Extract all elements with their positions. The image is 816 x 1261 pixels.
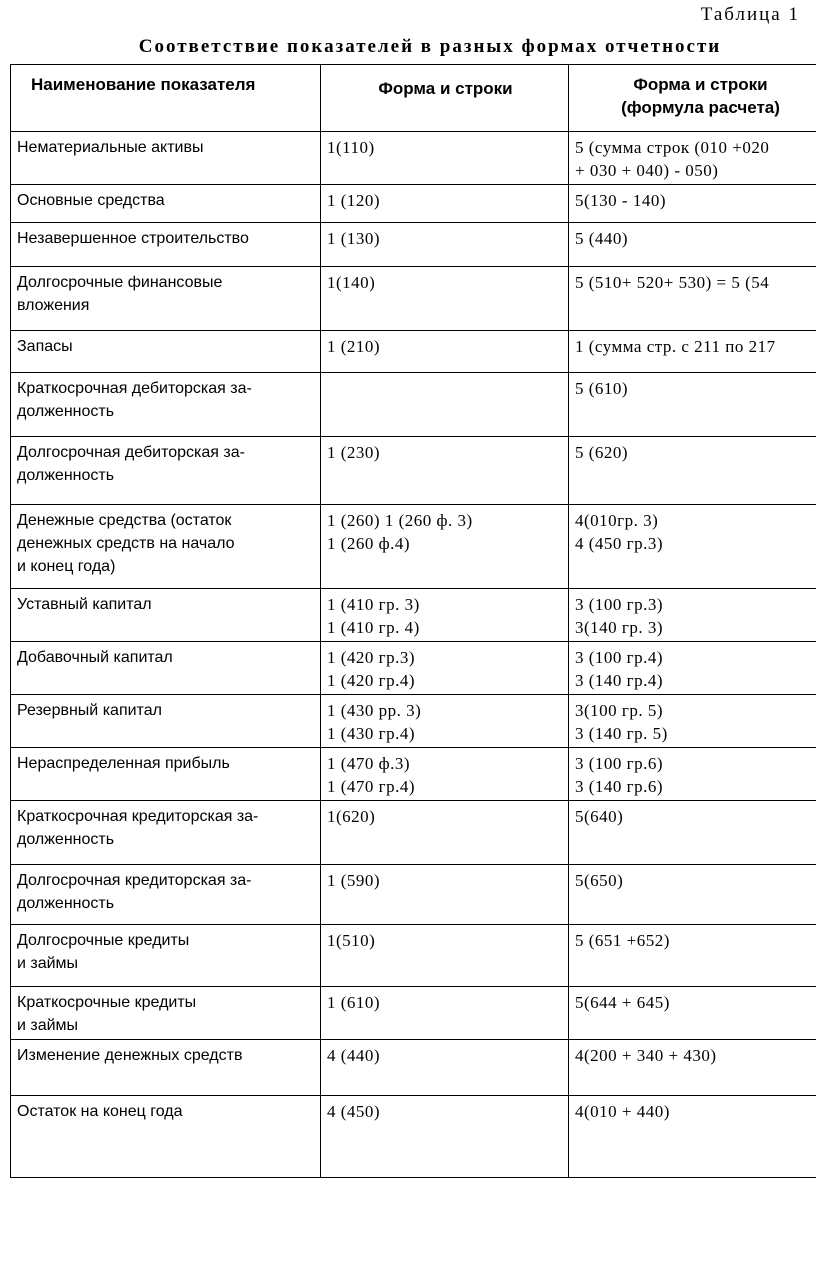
formula-cell <box>569 267 816 331</box>
indicator-name-cell <box>11 505 321 589</box>
cell-line: 1(110) <box>327 138 375 157</box>
table-row <box>11 331 816 373</box>
table-row <box>11 925 816 987</box>
form-lines-cell <box>321 331 569 373</box>
cell-line: Долгосрочная кредиторская за- <box>17 872 252 889</box>
cell-line: 1 (260 ф.4) <box>327 534 411 553</box>
cell-line: Краткосрочная кредиторская за- <box>17 808 259 825</box>
cell-line: Незавершенное строительство <box>17 230 249 247</box>
indicator-name-cell <box>11 132 321 185</box>
table-row <box>11 801 816 865</box>
header-form-formula-line2: (формула расчета) <box>621 98 780 117</box>
cell-line: Долгосрочная дебиторская за- <box>17 444 245 461</box>
cell-line: 5 (620) <box>575 443 629 462</box>
indicator-name-cell <box>11 331 321 373</box>
table-row <box>11 642 816 695</box>
table-row <box>11 373 816 437</box>
header-form-formula-line1: Форма и строки <box>633 75 768 94</box>
table-row <box>11 437 816 505</box>
formula-cell <box>569 987 816 1040</box>
cell-line: долженность <box>17 895 115 912</box>
formula-cell <box>569 223 816 267</box>
cell-line: и займы <box>17 1017 79 1034</box>
formula-cell <box>569 505 816 589</box>
form-lines-cell <box>321 373 569 437</box>
header-indicator-name: Наименование показателя <box>11 65 321 132</box>
indicator-name-cell <box>11 373 321 437</box>
cell-line: долженность <box>17 831 115 848</box>
indicator-name-cell <box>11 1096 321 1178</box>
cell-line: Краткосрочные кредиты <box>17 994 197 1011</box>
indicator-name-cell <box>11 748 321 801</box>
cell-line: 1 (420 гр.4) <box>327 671 416 690</box>
indicator-name-cell <box>11 695 321 748</box>
indicator-name-cell <box>11 589 321 642</box>
cell-line: Остаток на конец года <box>17 1103 183 1120</box>
formula-cell <box>569 865 816 925</box>
cell-line: 1 (590) <box>327 871 381 890</box>
cell-line: 4(010 + 440) <box>575 1102 670 1121</box>
cell-line: Нераспределенная прибыль <box>17 755 230 772</box>
cell-line: 3 (100 гр.6) <box>575 754 664 773</box>
form-lines-cell <box>321 865 569 925</box>
cell-line: Краткосрочная дебиторская за- <box>17 380 252 397</box>
formula-cell <box>569 373 816 437</box>
cell-line: 3 (100 гр.4) <box>575 648 664 667</box>
cell-line: 1(510) <box>327 931 376 950</box>
formula-cell <box>569 132 816 185</box>
cell-line: 1 (410 гр. 3) <box>327 595 420 614</box>
indicator-name-cell <box>11 437 321 505</box>
cell-line: 1 (сумма стр. с 211 по 217 <box>575 337 776 356</box>
table-row <box>11 1040 816 1096</box>
indicator-name-cell <box>11 642 321 695</box>
cell-line: 4 (450 гр.3) <box>575 534 664 553</box>
form-lines-cell <box>321 132 569 185</box>
cell-line: 3 (140 гр. 5) <box>575 724 668 743</box>
form-lines-cell <box>321 695 569 748</box>
cell-line: 5(650) <box>575 871 624 890</box>
cell-line: 1(620) <box>327 807 376 826</box>
cell-line: 1 (260) 1 (260 ф. 3) <box>327 511 473 530</box>
form-lines-cell <box>321 987 569 1040</box>
cell-line: 5 (510+ 520+ 530) = 5 (54 <box>575 273 770 292</box>
cell-line: 3 (100 гр.3) <box>575 595 664 614</box>
formula-cell <box>569 589 816 642</box>
formula-cell <box>569 437 816 505</box>
cell-line: 1 (470 гр.4) <box>327 777 416 796</box>
cell-line: Добавочный капитал <box>17 649 173 666</box>
table-row <box>11 185 816 223</box>
formula-cell <box>569 748 816 801</box>
form-lines-cell <box>321 267 569 331</box>
indicator-name-cell <box>11 865 321 925</box>
formula-cell <box>569 1096 816 1178</box>
formula-cell <box>569 642 816 695</box>
form-lines-cell <box>321 589 569 642</box>
cell-line: 1 (210) <box>327 337 381 356</box>
form-lines-cell <box>321 642 569 695</box>
cell-line: 5 (651 +652) <box>575 931 670 950</box>
cell-line: вложения <box>17 297 90 314</box>
table-row <box>11 1096 816 1178</box>
cell-line: 1 (120) <box>327 191 381 210</box>
cell-line: 1 (230) <box>327 443 381 462</box>
indicator-name-cell <box>11 185 321 223</box>
form-lines-cell <box>321 437 569 505</box>
cell-line: 3 (140 гр.6) <box>575 777 664 796</box>
formula-cell <box>569 801 816 865</box>
cell-line: долженность <box>17 403 115 420</box>
header-form-lines: Форма и строки <box>321 65 569 132</box>
table-row <box>11 748 816 801</box>
cell-line: 3(100 гр. 5) <box>575 701 664 720</box>
indicator-name-cell <box>11 223 321 267</box>
table-title: Соответствие показателей в разных формах отчетности <box>138 36 722 57</box>
cell-line: Нематериальные активы <box>17 139 204 156</box>
cell-line: 4(200 + 340 + 430) <box>575 1046 717 1065</box>
indicator-name-cell <box>11 267 321 331</box>
cell-line: 5 (сумма строк (010 +020 <box>575 138 770 157</box>
form-lines-cell <box>321 801 569 865</box>
indicator-name-cell <box>11 801 321 865</box>
cell-line: 4 (440) <box>327 1046 381 1065</box>
header-form-formula <box>569 65 816 132</box>
cell-line: денежных средств на начало <box>17 535 235 552</box>
formula-cell <box>569 331 816 373</box>
cell-line: 4(010гр. 3) <box>575 511 659 530</box>
form-lines-cell <box>321 925 569 987</box>
cell-line: 1 (430 рр. 3) <box>327 701 422 720</box>
table-row <box>11 865 816 925</box>
form-lines-cell <box>321 223 569 267</box>
cell-line: 1(140) <box>327 273 376 292</box>
formula-cell <box>569 1040 816 1096</box>
cell-line: 4 (450) <box>327 1102 381 1121</box>
indicator-name-cell <box>11 987 321 1040</box>
cell-line: Уставный капитал <box>17 596 152 613</box>
cell-line: Изменение денежных средств <box>17 1047 243 1064</box>
cell-line: Денежные средства (остаток <box>17 512 232 529</box>
table-row <box>11 267 816 331</box>
indicator-name-cell <box>11 1040 321 1096</box>
cell-line: 1 (130) <box>327 229 381 248</box>
cell-line: Долгосрочные кредиты <box>17 932 190 949</box>
form-lines-cell <box>321 1096 569 1178</box>
table-number-label: Таблица 1 <box>700 4 800 25</box>
cell-line: 5(130 - 140) <box>575 191 666 210</box>
cell-line: Запасы <box>17 338 73 355</box>
cell-line: и займы <box>17 955 79 972</box>
cell-line: 1 (410 гр. 4) <box>327 618 420 637</box>
cell-line: 5 (440) <box>575 229 629 248</box>
header-row <box>11 65 816 132</box>
cell-line: + 030 + 040) - 050) <box>575 161 719 180</box>
cell-line: Основные средства <box>17 192 165 209</box>
table-row <box>11 589 816 642</box>
table-row <box>11 223 816 267</box>
cell-line: Резервный капитал <box>17 702 162 719</box>
cell-line: 5 (610) <box>575 379 629 398</box>
cell-line: 1 (610) <box>327 993 381 1012</box>
form-lines-cell <box>321 1040 569 1096</box>
cell-line: долженность <box>17 467 115 484</box>
cell-line: 5(640) <box>575 807 624 826</box>
cell-line: 1 (470 ф.3) <box>327 754 411 773</box>
formula-cell <box>569 695 816 748</box>
table-row <box>11 987 816 1040</box>
cell-line: 3 (140 гр.4) <box>575 671 664 690</box>
formula-cell <box>569 925 816 987</box>
form-lines-cell <box>321 505 569 589</box>
cell-line: 3(140 гр. 3) <box>575 618 664 637</box>
table-row <box>11 505 816 589</box>
form-lines-cell <box>321 748 569 801</box>
cell-line: и конец года) <box>17 558 116 575</box>
indicators-table <box>10 64 816 1178</box>
table-row <box>11 132 816 185</box>
table-row <box>11 695 816 748</box>
indicator-name-cell <box>11 925 321 987</box>
cell-line: Долгосрочные финансовые <box>17 274 223 291</box>
formula-cell <box>569 185 816 223</box>
cell-line: 5(644 + 645) <box>575 993 670 1012</box>
form-lines-cell <box>321 185 569 223</box>
cell-line: 1 (420 гр.3) <box>327 648 416 667</box>
cell-line: 1 (430 гр.4) <box>327 724 416 743</box>
